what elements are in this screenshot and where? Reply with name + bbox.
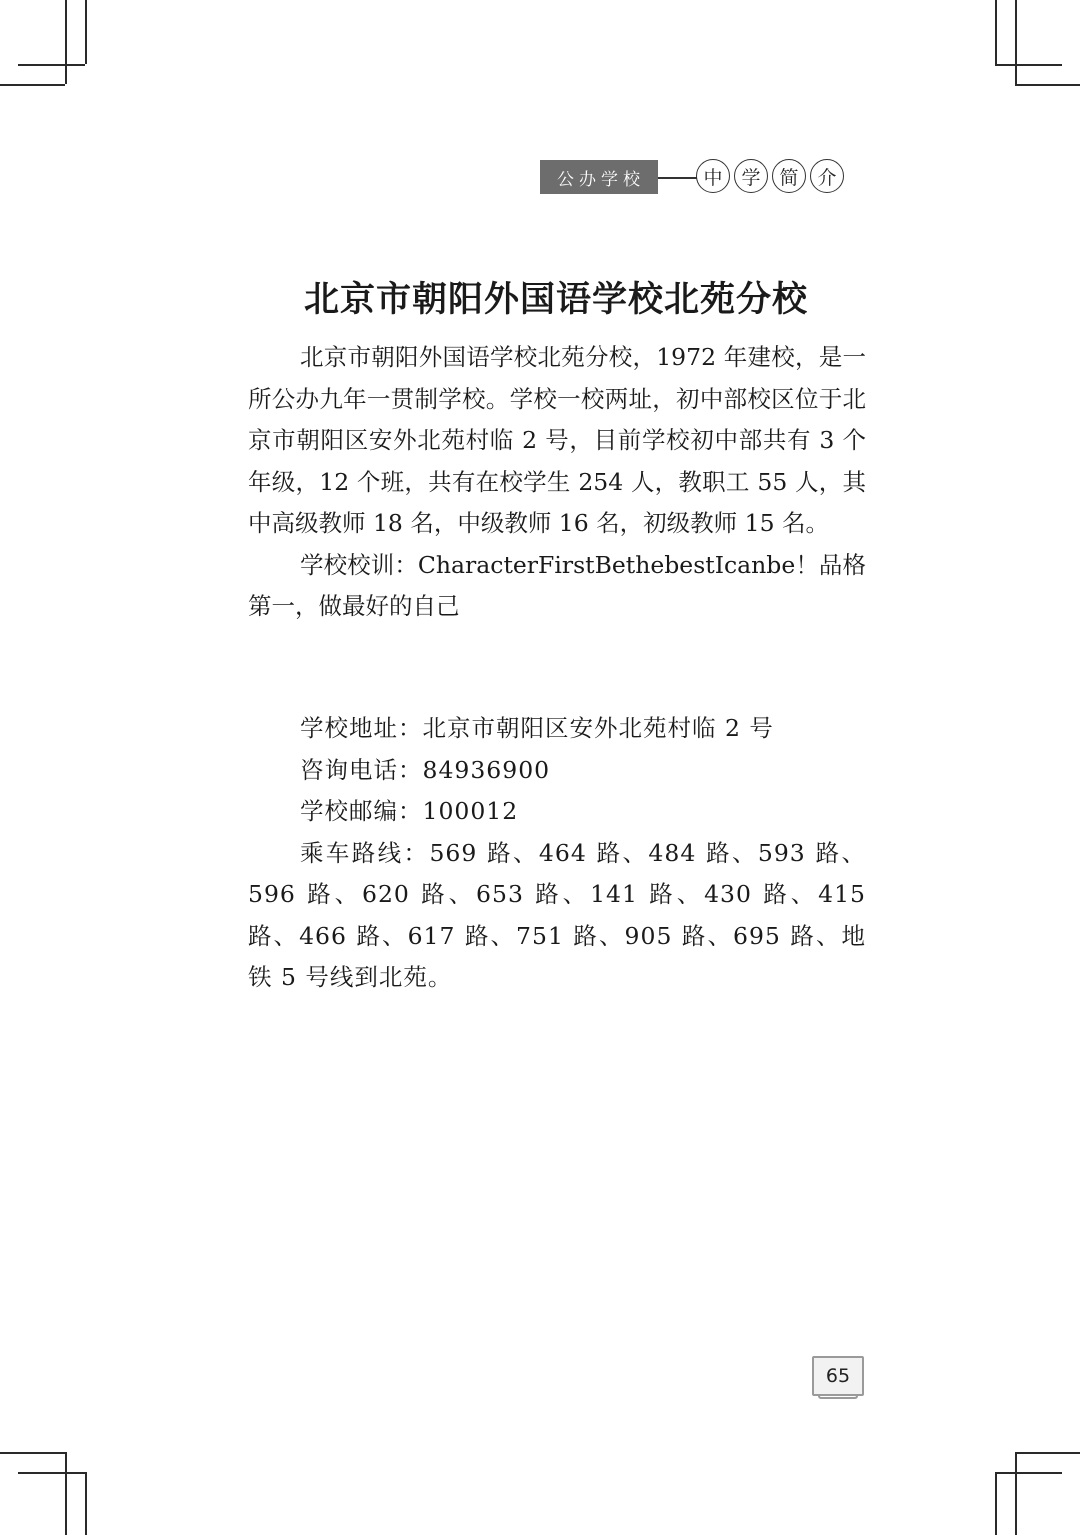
crop-mark <box>18 1472 85 1474</box>
crop-mark <box>1015 1452 1080 1454</box>
section-char: 简 <box>772 159 806 193</box>
intro-paragraph: 北京市朝阳外国语学校北苑分校，1972 年建校，是一所公办九年一贯制学校。学校一校两址，初中部校区位于北京市朝阳区安外北苑村临 2 号，目前学校初中部共有 3 个年级，12 个班，共有在校学生 254 人，教职工 55 人，其中高级教师 18 名，中级教师 16 名，初级教师 15 名。 <box>248 343 866 537</box>
section-char: 学 <box>734 159 768 193</box>
crop-mark <box>995 0 997 64</box>
page-title: 北京市朝阳外国语学校北苑分校 <box>303 280 808 320</box>
article-body <box>248 337 866 628</box>
crop-mark <box>1015 1452 1017 1535</box>
crop-mark <box>85 1472 87 1535</box>
crop-mark <box>1015 0 1017 84</box>
crop-mark <box>995 1472 1062 1474</box>
phone-line: 咨询电话：84936900 <box>300 755 551 784</box>
crop-mark <box>995 64 1062 66</box>
crop-mark <box>85 0 87 64</box>
section-char: 介 <box>810 159 844 193</box>
section-title <box>696 159 844 193</box>
crop-mark <box>65 1452 67 1535</box>
crop-mark <box>995 1472 997 1535</box>
page-number: 65 <box>812 1356 864 1396</box>
motto-paragraph: 学校校训：CharacterFirstBethebestIcanbe！品格第一，做最好的自己 <box>248 550 866 620</box>
crop-mark <box>65 0 67 84</box>
section-char: 中 <box>696 159 730 193</box>
category-tag: 公办学校 <box>540 160 658 194</box>
postcode-line: 学校邮编：100012 <box>300 797 519 825</box>
school-info <box>248 708 866 999</box>
crop-mark <box>18 64 85 66</box>
routes-line: 乘车路线：569 路、464 路、484 路、593 路、596 路、620 路、653 路、141 路、430 路、415 路、466 路、617 路、751 路、905 路、695 路、地铁 5 号线到北苑。 <box>248 838 866 991</box>
address-line: 学校地址：北京市朝阳区安外北苑村临 2 号 <box>300 714 774 742</box>
crop-mark <box>1015 84 1080 86</box>
crop-mark <box>0 1452 65 1454</box>
crop-mark <box>0 84 65 86</box>
header-divider <box>658 177 698 179</box>
